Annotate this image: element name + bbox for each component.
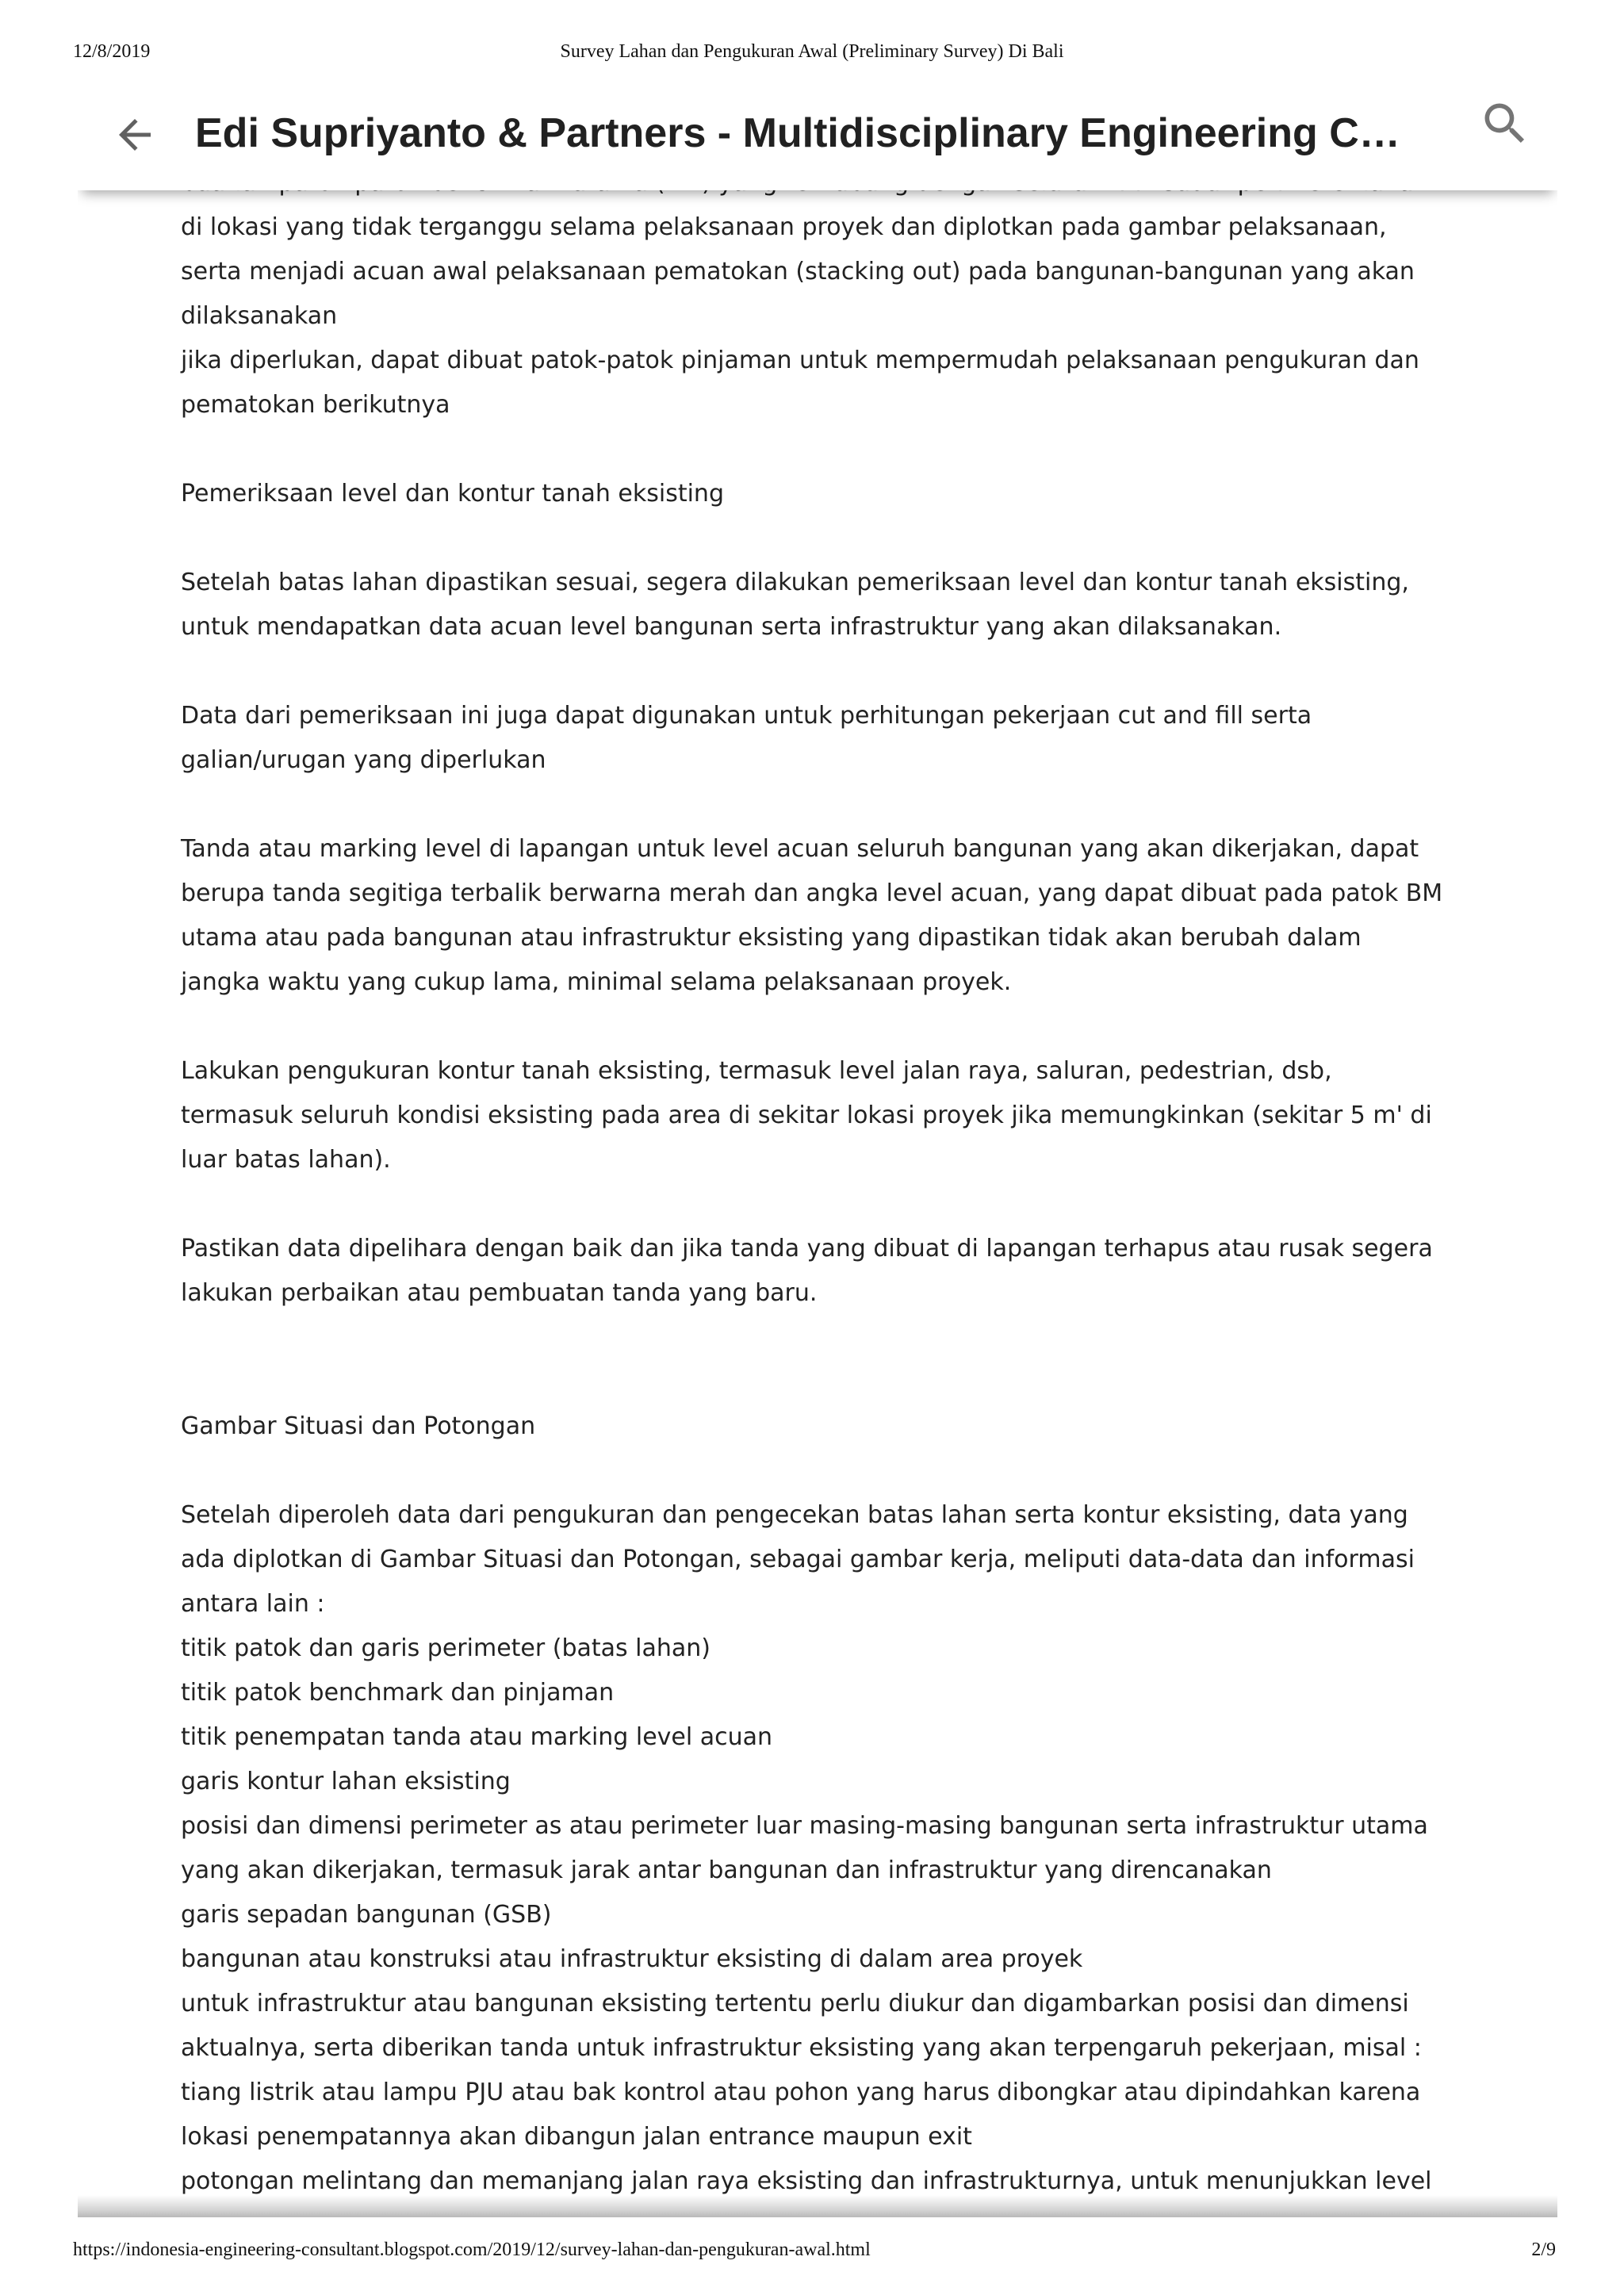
paragraph-line: dilaksanakan xyxy=(181,302,338,330)
paragraph-line: ada diplotkan di Gambar Situasi dan Potongan, sebagai gambar kerja, meliputi data-data dan informasi xyxy=(181,1546,1415,1573)
list-item: titik patok dan garis perimeter (batas lahan) xyxy=(181,1634,711,1662)
back-button[interactable] xyxy=(111,111,159,159)
paragraph-line: antara lain : xyxy=(181,1590,325,1618)
section-heading: Pemeriksaan level dan kontur tanah eksisting xyxy=(181,480,724,508)
list-item: tiang listrik atau lampu PJU atau bak kontrol atau pohon yang harus dibongkar atau dipindahkan karena xyxy=(181,2079,1421,2106)
list-item: garis sepadan bangunan (GSB) xyxy=(181,1901,552,1929)
paragraph-line: di lokasi yang tidak terganggu selama pelaksanaan proyek dan diplotkan pada gambar pelaksanaan, xyxy=(181,213,1387,241)
bottom-shadow xyxy=(78,2195,1557,2217)
paragraph-line: jangka waktu yang cukup lama, minimal selama pelaksanaan proyek. xyxy=(181,968,1012,996)
paragraph-line: serta menjadi acuan awal pelaksanaan pematokan (stacking out) pada bangunan-bangunan yang akan xyxy=(181,258,1415,285)
print-url: https://indonesia-engineering-consultant.blogspot.com/2019/12/survey-lahan-dan-pengukuran-awal.html xyxy=(73,2239,871,2260)
list-item: untuk infrastruktur atau bangunan eksisting tertentu perlu diukur dan digambarkan posisi dan dimensi xyxy=(181,1990,1409,2017)
list-item: titik patok benchmark dan pinjaman xyxy=(181,1679,615,1707)
list-item: yang akan dikerjakan, termasuk jarak antar bangunan dan infrastruktur yang direncanakan xyxy=(181,1856,1272,1884)
paragraph-line: Setelah diperoleh data dari pengukuran dan pengecekan batas lahan serta kontur eksisting, data yang xyxy=(181,1501,1408,1529)
print-page-number: 2/9 xyxy=(1531,2239,1556,2260)
print-page-title: Survey Lahan dan Pengukuran Awal (Preliminary Survey) Di Bali xyxy=(560,41,1064,62)
search-icon xyxy=(1478,97,1532,151)
print-header xyxy=(0,41,1624,65)
section-heading: Gambar Situasi dan Potongan xyxy=(181,1412,536,1440)
paragraph-line: luar batas lahan). xyxy=(181,1146,391,1174)
search-button[interactable] xyxy=(1478,97,1532,151)
paragraph-line: pematokan berikutnya xyxy=(181,391,450,419)
app-bar xyxy=(78,79,1557,190)
list-item: titik penempatan tanda atau marking level acuan xyxy=(181,1723,773,1751)
paragraph-line: Data dari pemeriksaan ini juga dapat digunakan untuk perhitungan pekerjaan cut and fill serta xyxy=(181,702,1312,730)
print-footer xyxy=(0,2239,1624,2263)
article-body xyxy=(181,161,1545,2204)
list-item: garis kontur lahan eksisting xyxy=(181,1768,511,1795)
list-item: lokasi penempatannya akan dibangun jalan entrance maupun exit xyxy=(181,2123,972,2151)
list-item: potongan melintang dan memanjang jalan raya eksisting dan infrastrukturnya, untuk menunjukkan level xyxy=(181,2167,1432,2195)
paragraph-line: untuk mendapatkan data acuan level bangunan serta infrastruktur yang akan dilaksanakan. xyxy=(181,613,1282,641)
paragraph-line: termasuk seluruh kondisi eksisting pada area di sekitar lokasi proyek jika memungkinkan (sekitar 5 m' di xyxy=(181,1102,1432,1129)
paragraph-line: Setelah batas lahan dipastikan sesuai, segera dilakukan pemeriksaan level dan kontur tanah eksisting, xyxy=(181,569,1409,596)
paragraph-line: Tanda atau marking level di lapangan untuk level acuan seluruh bangunan yang akan dikerjakan, dapat xyxy=(181,835,1419,863)
list-item: bangunan atau konstruksi atau infrastruktur eksisting di dalam area proyek xyxy=(181,1945,1083,1973)
paragraph-line: utama atau pada bangunan atau infrastruktur eksisting yang dipastikan tidak akan berubah dalam xyxy=(181,924,1362,952)
arrow-back-icon xyxy=(111,111,159,159)
print-date: 12/8/2019 xyxy=(73,41,151,62)
paragraph-line: galian/urugan yang diperlukan xyxy=(181,746,546,774)
paragraph-line: Pastikan data dipelihara dengan baik dan jika tanda yang dibuat di lapangan terhapus atau rusak segera xyxy=(181,1235,1433,1262)
paragraph-line: Lakukan pengukuran kontur tanah eksisting, termasuk level jalan raya, saluran, pedestrian, dsb, xyxy=(181,1057,1332,1085)
paragraph-line: berupa tanda segitiga terbalik berwarna merah dan angka level acuan, yang dapat dibuat pada patok BM xyxy=(181,879,1443,907)
paragraph-line: jika diperlukan, dapat dibuat patok-patok pinjaman untuk mempermudah pelaksanaan pengukuran dan xyxy=(181,347,1419,374)
browser-viewport xyxy=(78,79,1557,2217)
list-item: aktualnya, serta diberikan tanda untuk infrastruktur eksisting yang akan terpengaruh pekerjaan, misal : xyxy=(181,2034,1422,2062)
paragraph-line: lakukan perbaikan atau pembuatan tanda yang baru. xyxy=(181,1279,818,1307)
blog-title[interactable]: Edi Supriyanto & Partners - Multidisciplinary Engineering C… xyxy=(195,110,1400,156)
list-item: posisi dan dimensi perimeter as atau perimeter luar masing-masing bangunan serta infrastruktur utama xyxy=(181,1812,1428,1840)
